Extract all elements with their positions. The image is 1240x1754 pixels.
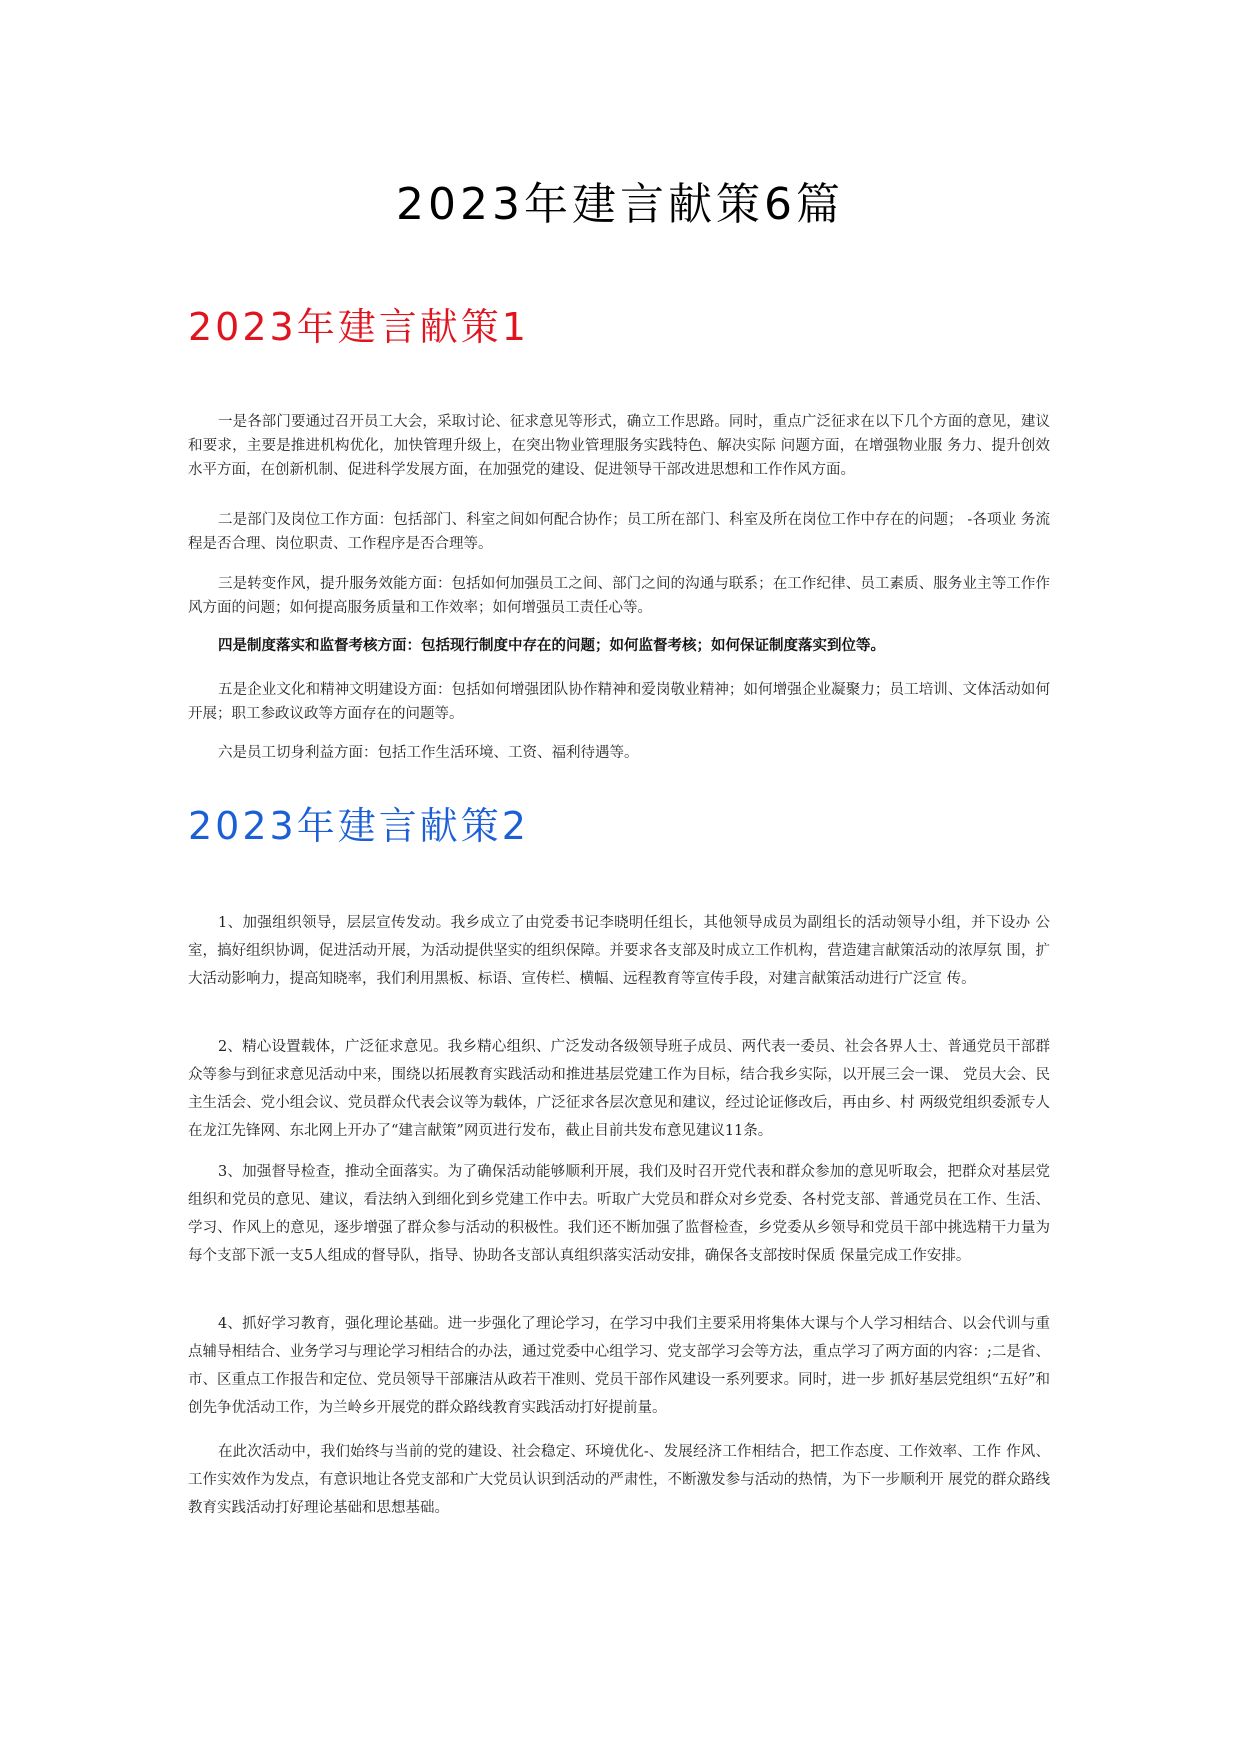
section-2-paragraph-3: 3、加强督导检查，推动全面落实。为了确保活动能够顺利开展，我们及时召开党代表和群众参加的意见听取会，把群众对基层党组织和党员的意见、建议，看法纳入到细化到乡党建工作中去。听取广大党员和群众对乡党委、各村党支部、普通党员在工作、生活、学习、作风上的意见，逐步增强了群众参与活动的积极性。我们还不断加强了监督检查，乡党委从乡领导和党员干部中挑选精干力量为每个支部下派一支5人组成的督导队，指导、协助各支部认真组织落实活动安排，确保各支部按时保质 保量完成工作安排。 bbox=[188, 1164, 1050, 1264]
section-1-paragraph-5: 五是企业文化和精神文明建设方面：包括如何增强团队协作精神和爱岗敬业精神；如何增强企业凝聚力；员工培训、文体活动如何开展；职工参政议政等方面存在的问题等。 bbox=[188, 682, 1050, 722]
section-2-heading: 2023年建言献策2 bbox=[188, 804, 529, 848]
section-2-paragraph-1: 1、加强组织领导，层层宣传发动。我乡成立了由党委书记李晓明任组长，其他领导成员为副组长的活动领导小组，并下设办 公室，搞好组织协调，促进活动开展，为活动提供坚实的组织保障。并要求各支部及时成立工作机构，营造建言献策活动的浓厚氛 围，扩大活动影响力，提高知晓率，我们利用黑板、标语、宣传栏、横幅、远程教育等宣传手段，对建言献策活动进行广泛宣 传。 bbox=[188, 915, 1050, 987]
section-1-paragraph-2: 二是部门及岗位工作方面：包括部门、科室之间如何配合协作；员工所在部门、科室及所在岗位工作中存在的问题； -各项业 务流程是否合理、岗位职责、工作程序是否合理等。 bbox=[188, 512, 1050, 552]
section-2-paragraph-4: 4、抓好学习教育，强化理论基础。进一步强化了理论学习，在学习中我们主要采用将集体大课与个人学习相结合、以会代训与重点辅导相结合、业务学习与理论学习相结合的办法，通过党委中心组学习、党支部学习会等方法，重点学习了两方面的内容：;二是省、市、区重点工作报告和定位、党员领导干部廉洁从政若干准则、党员干部作风建设一系列要求。同时，进一步 抓好基层党组织“五好”和创先争优活动工作，为兰岭乡开展党的群众路线教育实践活动打好提前量。 bbox=[188, 1316, 1050, 1416]
section-1-paragraph-4: 四是制度落实和监督考核方面：包括现行制度中存在的问题；如何监督考核；如何保证制度落实到位等。 bbox=[218, 638, 885, 654]
page-title: 2023年建言献策6篇 bbox=[396, 179, 844, 230]
section-2-paragraph-5: 在此次活动中，我们始终与当前的党的建设、社会稳定、环境优化-、发展经济工作相结合，把工作态度、工作效率、工作 作风、工作实效作为发点，有意识地让各党支部和广大党员认识到活动的严肃性，不断激发参与活动的热情，为下一步顺利开 展党的群众路线教育实践活动打好理论基础和思想基础。 bbox=[188, 1444, 1050, 1516]
section-1-paragraph-6: 六是员工切身利益方面：包括工作生活环境、工资、福利待遇等。 bbox=[218, 745, 639, 761]
section-1-heading: 2023年建言献策1 bbox=[188, 305, 529, 349]
section-1-paragraph-1: 一是各部门要通过召开员工大会，采取讨论、征求意见等形式，确立工作思路。同时，重点广泛征求在以下几个方面的意见，建议和要求，主要是推进机构优化，加快管理升级上，在突出物业管理服务实践特色、解决实际 问题方面，在增强物业服 务力、提升创效水平方面，在创新机制、促进科学发展方面，在加强党的建设、促进领导干部改进思想和工作作风方面。 bbox=[188, 414, 1050, 478]
section-2-paragraph-2: 2、精心设置载体，广泛征求意见。我乡精心组织、广泛发动各级领导班子成员、两代表一委员、社会各界人士、普通党员干部群众等参与到征求意见活动中来，围绕以拓展教育实践活动和推进基层党建工作为目标，结合我乡实际，以开展三会一课、 党员大会、民主生活会、党小组会议、党员群众代表会议等为载体，广泛征求各层次意见和建议，经过论证修改后，再由乡、村 两级党组织委派专人在龙江先锋网、东北网上开办了“建言献策”网页进行发布，截止目前共发布意见建议11条。 bbox=[188, 1039, 1050, 1139]
section-1-paragraph-3: 三是转变作风，提升服务效能方面：包括如何加强员工之间、部门之间的沟通与联系；在工作纪律、员工素质、服务业主等工作作风方面的问题；如何提高服务质量和工作效率；如何增强员工责任心等。 bbox=[188, 576, 1050, 616]
